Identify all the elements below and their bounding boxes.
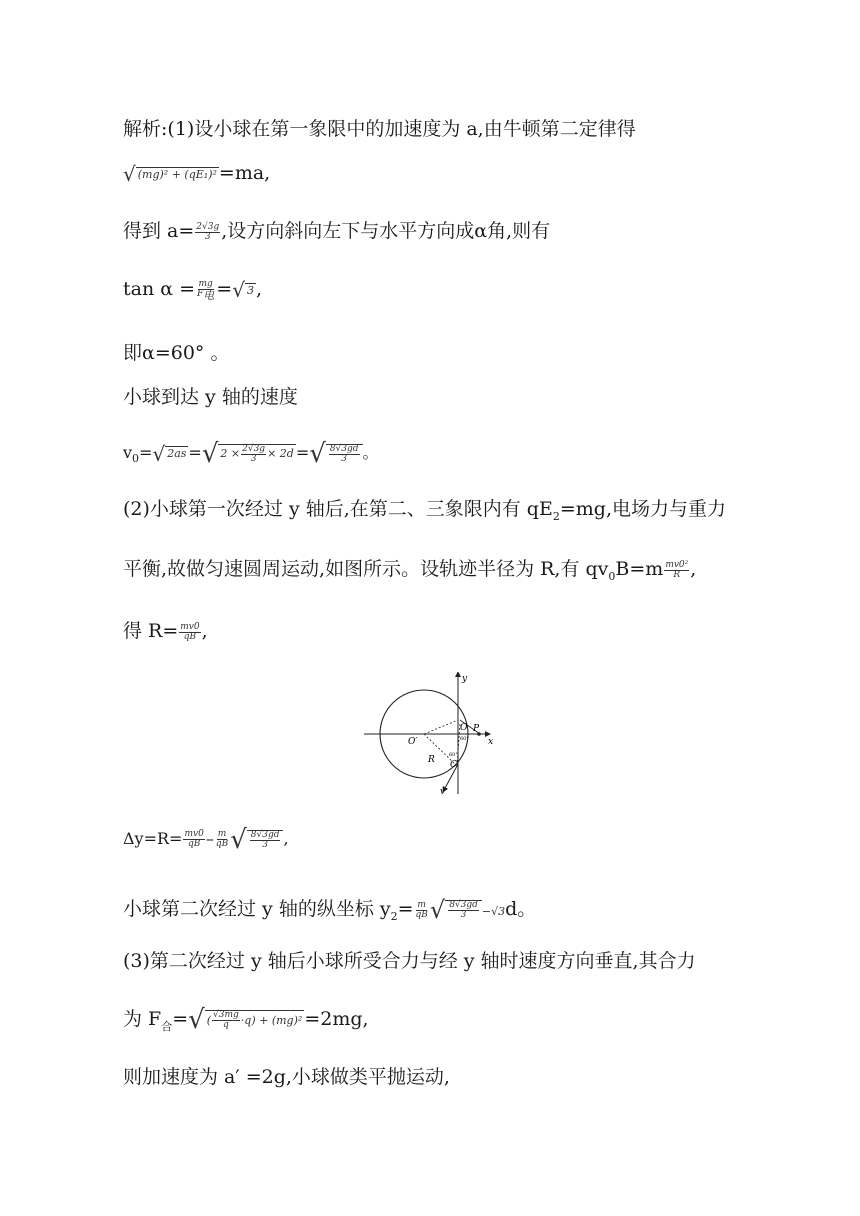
acceleration-fraction: $\frac{2√3g}{3}$ xyxy=(196,221,220,242)
radius-to-o xyxy=(424,720,458,734)
sqrt-big-expression: √ 2 × $\frac{2√3g}{3}$ × 2d xyxy=(201,438,294,469)
line-4: tan α = $\frac{mg}{F_电}$ = √ 3 , xyxy=(123,278,262,302)
line-10: 得 R= $\frac{mv0}{qB}$ , xyxy=(123,620,208,642)
sqrt-net-force: √ ( $\frac{√3mg}{q}$ ·q) + (mg)² xyxy=(188,1005,303,1035)
line-13: (3)第二次经过 y 轴后小球所受合力与经 y 轴时速度方向垂直,其合力 xyxy=(123,950,696,972)
line-3: 得到 a= $\frac{2√3g}{3}$ ,设方向斜向左下与水平方向成α角,则有 xyxy=(123,220,551,242)
line-1: 解析:(1)设小球在第一象限中的加速度为 a,由牛顿第二定律得 xyxy=(123,118,636,140)
line-14: 为 $F_合=$ √ ( $\frac{√3mg}{q}$ ·q) + (mg)² =2mg, xyxy=(123,1005,369,1035)
label-c: C xyxy=(450,760,457,770)
line-8: (2)小球第一次经过 y 轴后,在第二、三象限内有 $qE_2=mg$,电场力与重力 xyxy=(123,498,726,523)
svg-text:60°: 60° xyxy=(449,752,458,758)
svg-text:60°: 60° xyxy=(460,736,469,742)
line-9: 平衡,故做匀速圆周运动,如图所示。设轨迹半径为 R,有 $qv_0B=m$ $\frac{\text{mv0²}}{R}$ , xyxy=(123,558,697,583)
label-o-prime: O′ xyxy=(408,737,418,747)
tan-fraction: $\frac{mg}{F_电}$ xyxy=(197,279,215,302)
line-11: Δy=R= $\frac{mv0}{qB}$ – $\frac{m}{qB}$ √ $\frac{8√3gd}{3}$ , xyxy=(123,824,289,855)
circular-motion-figure xyxy=(364,672,498,796)
sqrt-force-expression: √ (mg)² + (qE₁)² xyxy=(123,162,217,186)
line-7: $v_0=$ √ 2as = √ 2 × $\frac{2√3g}{3}$ × 2d = √ $\frac{8√3gd}{3}$ 。 xyxy=(123,438,379,469)
label-v: v xyxy=(440,787,446,796)
line-12: 小球第二次经过 y 轴的纵坐标 $y_2=$ $\frac{m}{qB}$ √ $\frac{8√3gd}{3}$ −√3d。 xyxy=(123,896,537,924)
line-5: 即α=60° 。 xyxy=(123,342,230,364)
sqrt-result: √ $\frac{8√3gd}{3}$ xyxy=(309,444,362,464)
label-p: P xyxy=(473,724,480,734)
line-2: √ (mg)² + (qE₁)² =ma, xyxy=(123,162,271,186)
sqrt-3: √ 3 xyxy=(232,278,254,302)
label-x: x xyxy=(488,737,494,747)
line-6: 小球到达 y 轴的速度 xyxy=(123,386,298,408)
line-15: 则加速度为 a′ =2g,小球做类平抛运动, xyxy=(123,1066,450,1088)
label-y: y xyxy=(462,674,468,684)
label-o: O xyxy=(460,723,468,733)
label-r: R xyxy=(428,755,435,765)
